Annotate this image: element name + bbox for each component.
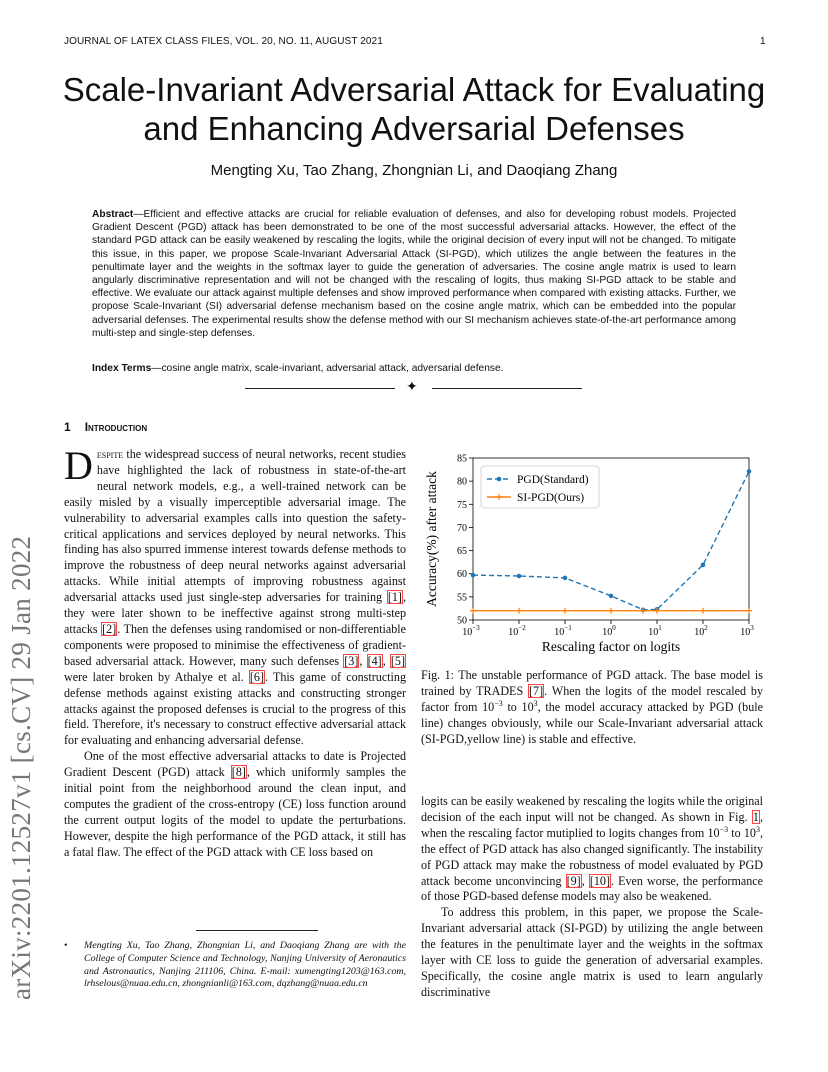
section-number: 1 <box>64 420 71 434</box>
intro-paragraph-3 <box>421 794 763 905</box>
x-axis-label: Rescaling factor on logits <box>541 639 681 654</box>
text-run: , when the rescaling factor mutiplied to logits changes from 10 <box>421 809 763 840</box>
data-point <box>746 608 752 614</box>
separator-star-icon: ✦ <box>406 380 418 395</box>
x-tick-label: $10^{-1}$ <box>554 624 572 638</box>
text-run: , the model accuracy attacked by PGD (bule line) changes obviously, while our Scale-Invariant adversarial attack (SI-PGD,yellow line) is stable and effective. <box>421 699 763 746</box>
y-tick-label: 80 <box>457 476 467 488</box>
footnote-text: Mengting Xu, Tao Zhang, Zhongnian Li, and Daoqiang Zhang are with the College of Computer Science and Technology, Nanjing University of Aeronautics and Astronautics, Nanjing 211106, China. E-mail: xumengting1203@163.com, lrhselous@nuaa.edu.cn, zhongnianli@163.com, dqzhang@nuaa.edu.cn <box>84 940 406 990</box>
author-list: Mengting Xu, Tao Zhang, Zhongnian Li, and Daoqiang Zhang <box>210 162 618 179</box>
legend-marker <box>497 477 502 482</box>
intro-paragraph-2 <box>64 749 406 860</box>
x-tick-label: $10^0$ <box>602 624 616 638</box>
text-run: . When the logits of the model rescaled by factor from 10 <box>421 683 763 714</box>
index-terms-label: Index Terms <box>92 363 152 374</box>
data-point <box>516 608 522 614</box>
x-tick-label: $10^2$ <box>694 624 708 638</box>
author-footnote <box>64 940 406 991</box>
exponent: 3 <box>755 824 760 834</box>
text-run: . This game of constructing defense methods against existing attacks and constructing stronger attacks against the proposed defenses is crucial to the progress of this field. Therefore, it's necessary to construct effective adversarial attack for evaluating and enhancing adversarial defense. <box>64 669 406 748</box>
intro-paragraph-1 <box>64 443 406 749</box>
exponent: 3 <box>533 698 538 708</box>
x-tick-label: $10^3$ <box>740 624 754 638</box>
y-tick-label: 65 <box>457 546 467 558</box>
data-point <box>701 563 706 568</box>
text-run: to 10 <box>502 699 534 714</box>
figure-reference-link[interactable]: 1 <box>752 809 759 824</box>
running-head: JOURNAL OF LATEX CLASS FILES, VOL. 20, NO. 11, AUGUST 2021 <box>64 36 383 47</box>
data-point <box>517 574 522 579</box>
x-tick-label: $10^{-2}$ <box>508 624 526 638</box>
x-tick-label: $10^1$ <box>648 624 662 638</box>
abstract <box>92 208 736 340</box>
y-tick-label: 60 <box>457 569 467 581</box>
y-tick-label: 75 <box>457 499 467 511</box>
intro-paragraph-4: To address this problem, in this paper, we propose the Scale-Invariant adversarial attack (SI-PGD) by utilizing the angle between the features in the penultimate layer and the weights in the softmax layer with CE loss to guide the generation of adversarial examples. Specifically, the cosine angle matrix is used to learn angularly discriminative <box>421 905 763 999</box>
text-run: , they were later shown to be ineffective against strong multi-step attacks <box>64 590 406 636</box>
citation-link[interactable]: [4] <box>367 653 382 668</box>
data-point <box>700 608 706 614</box>
y-tick-label: 50 <box>457 615 467 627</box>
abstract-label: Abstract <box>92 209 134 220</box>
data-point <box>470 608 476 614</box>
left-column <box>64 443 406 861</box>
data-point <box>608 608 614 614</box>
index-terms <box>92 362 736 375</box>
accuracy-chart <box>421 448 763 656</box>
data-point <box>640 608 646 614</box>
citation-link[interactable]: [10] <box>589 873 610 888</box>
data-point <box>563 576 568 581</box>
text-run: , the effect of PGD attack has also changed significantly. The instability of PGD attack may make the robustness of model evaluated by PGD attack become unconvincing <box>421 825 763 888</box>
x-tick-label: $10^{-3}$ <box>462 624 480 638</box>
y-tick-label: 85 <box>457 453 467 465</box>
citation-link[interactable]: [3] <box>344 653 359 668</box>
text-run: The unstable performance of PGD attack. The base model is trained by TRADES <box>421 668 763 698</box>
text-run: One of the most effective adversarial attacks to date is Projected Gradient Descent (PGD) attack <box>64 749 406 780</box>
section-heading <box>64 420 147 434</box>
text-run: , which uniformly samples the initial point from the neighborhood around the clean input, and computes the gradient of the cross-entropy (CE) loss function around the current output logits of the model to update the perturbations. However, despite the high performance of the PGD attack, it still has a fatal flaw. The effect of the PGD attack with CE loss based on <box>64 765 406 859</box>
text-run: , <box>382 653 390 668</box>
y-tick-label: 70 <box>457 522 467 534</box>
data-point <box>562 608 568 614</box>
y-axis-label: Accuracy(%) after attack <box>424 471 439 607</box>
data-point <box>471 573 476 578</box>
y-tick-label: 55 <box>457 592 467 604</box>
citation-link[interactable]: [5] <box>390 653 405 668</box>
paper-title: Scale-Invariant Adversarial Attack for Evaluating and Enhancing Adversarial Defenses <box>62 71 766 147</box>
abstract-text: —Efficient and effective attacks are crucial for reliable evaluation of defenses, and also for developing robust models. Projected Gradient Descent (PGD) attack has been demonstrated to be one of the most successful adversarial attacks. However, the effect of the standard PGD attack can be easily weakened by rescaling the logits, while the original decision of every input will not be changed. To mitigate this issue, in this paper, we propose Scale-Invariant Adversarial Attack (SI-PGD), which utilizes the angle between the features in the penultimate layer and the weights in the softmax layer to guide the generation of adversaries. The cosine angle matrix is used to learn angularly discriminative representation and will not be changed with the rescaling of logits, thus making SI-PGD attack to be stable and effective. We evaluate our attack against multiple defenses and show improved performance when compared with existing attacks. Further, we propose Scale-Invariant (SI) adversarial defense mechanism based on the cosine angle matrix, which can be embedded into the popular adversarial defenses. The experimental results show the defense method with our SI mechanism achieves state-of-the-art performance among multi-step and single-step defenses. <box>92 209 736 339</box>
text-run: to 10 <box>728 825 756 840</box>
index-terms-text: —cosine angle matrix, scale-invariant, adversarial attack, adversarial defense. <box>151 363 504 374</box>
footnote-rule <box>196 930 318 931</box>
legend-label: PGD(Standard) <box>517 474 589 486</box>
dropcap-word: espite <box>96 447 124 461</box>
right-column <box>421 794 763 1001</box>
citation-link[interactable]: [8] <box>231 765 246 780</box>
text-run: , <box>359 653 367 668</box>
section-title: Introduction <box>84 420 148 434</box>
exponent: −3 <box>719 824 729 834</box>
legend-label: SI-PGD(Ours) <box>517 492 585 504</box>
text-run: logits can be easily weakened by rescaling the logits while the original decision of the each input will not be changed. As shown in Fig. <box>421 794 763 824</box>
citation-link[interactable]: [9] <box>566 873 581 888</box>
citation-link[interactable]: [7] <box>529 683 544 698</box>
dropcap-letter: D <box>64 443 93 488</box>
data-point <box>747 469 752 474</box>
citation-link[interactable]: [6] <box>249 669 264 684</box>
text-run: . Then the defenses using randomised or non-differentiable components were proposed to minimise the effectiveness of gradient-based adversarial attack. However, many such defenses <box>64 621 406 668</box>
data-point <box>609 594 614 599</box>
separator-rule-right <box>432 388 582 389</box>
figure-1 <box>421 448 763 656</box>
citation-link[interactable]: [1] <box>387 590 402 605</box>
caption-label: Fig. 1: <box>421 668 455 682</box>
text-run: were later broken by Athalye et al. <box>64 669 249 684</box>
exponent: −3 <box>494 698 503 708</box>
text-run: , <box>581 873 589 888</box>
footnote-bullet-icon: • <box>64 940 68 951</box>
text-run: . Even worse, the performance of those PGD-based defense models may also be weakened. <box>421 873 764 904</box>
separator-rule-left <box>245 388 395 389</box>
arxiv-stamp[interactable]: arXiv:2201.12527v1 [cs.CV] 29 Jan 2022 <box>6 535 36 1000</box>
text-run: the widespread success of neural networks, recent studies have highlighted the lack of robustness in state-of-the-art neural network models, e.g., a well-trained network can be easily misled by a visually imperceptible adversarial image. The vulnerability to adversarial examples calls into question the safety-critical applications and services deployed by neural networks. This finding has also spurred immense interest towards defense methods to improve the robustness of deep neural networks against adversarial attacks. While initial attempts of improving robustness against adversarial attacks used just single-step adversaries for training <box>64 447 406 605</box>
page-number: 1 <box>760 36 766 47</box>
figure-caption <box>421 668 763 748</box>
citation-link[interactable]: [2] <box>102 621 117 636</box>
